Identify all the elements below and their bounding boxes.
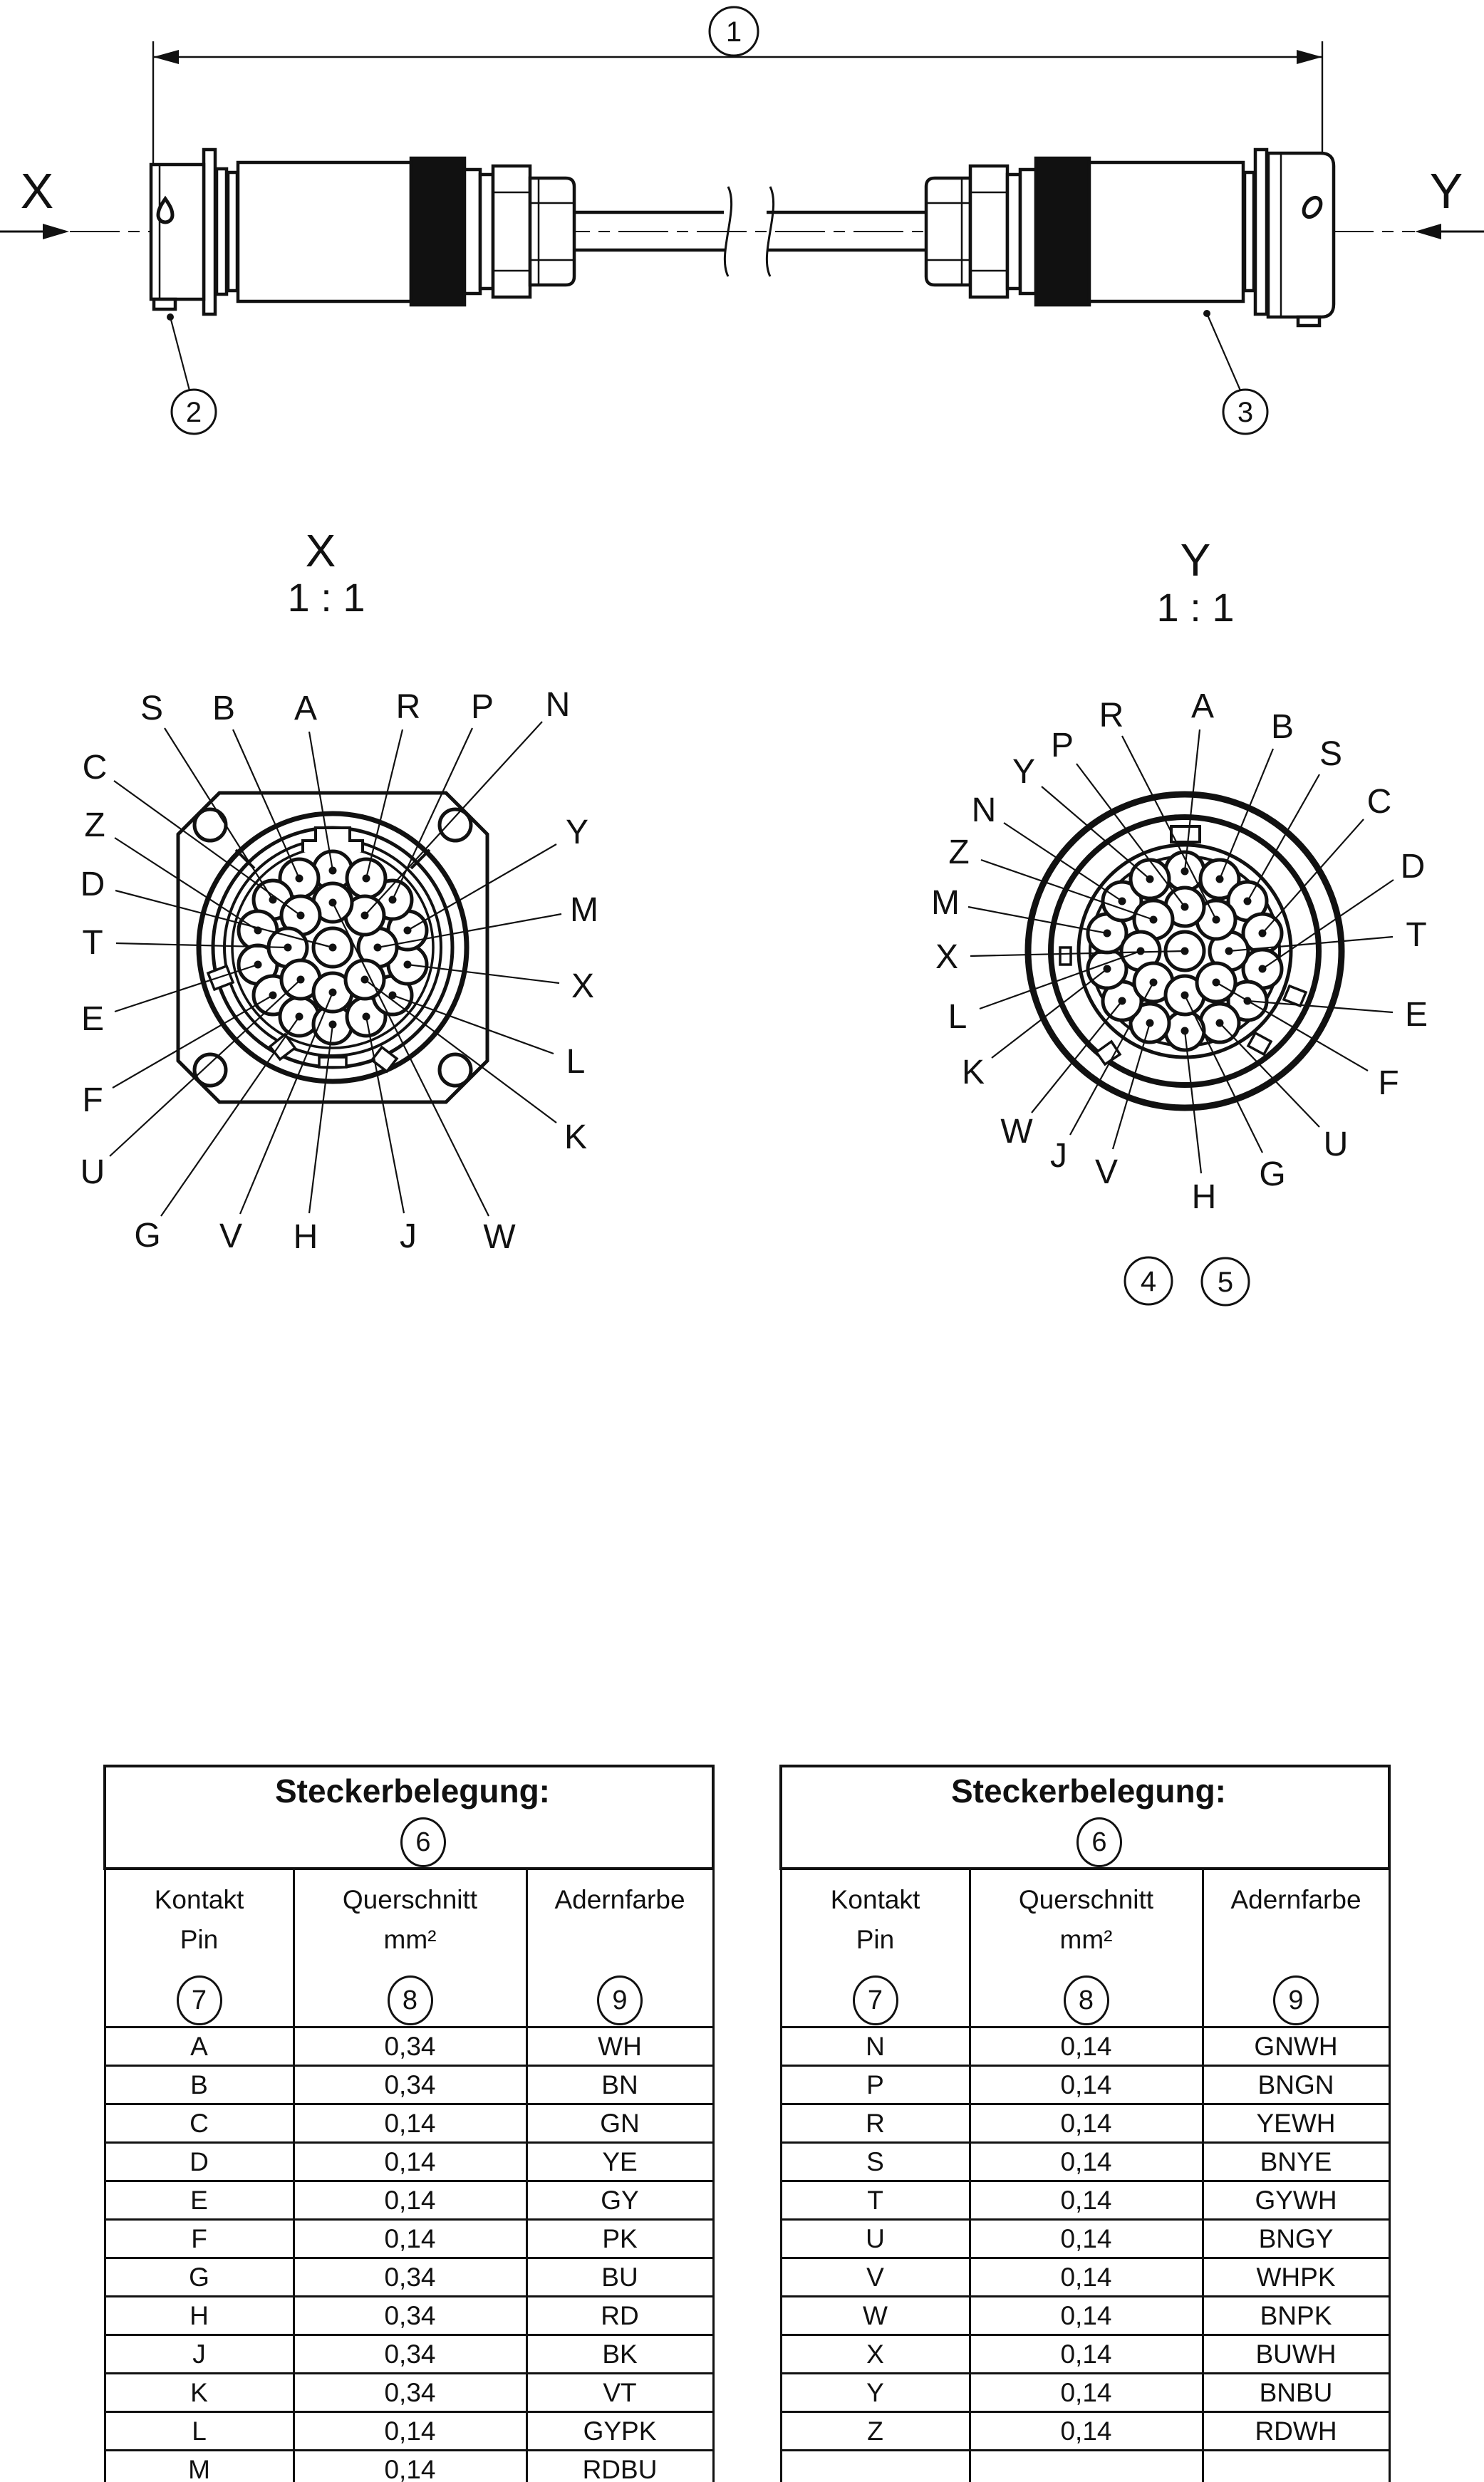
table-row: [781, 2027, 1389, 2066]
svg-text:K: K: [961, 1054, 985, 1091]
table-cell: [1203, 2451, 1389, 2482]
dim-arrow-right: [1297, 50, 1322, 64]
svg-text:W: W: [1000, 1113, 1033, 1151]
table-cell: L: [105, 2412, 294, 2451]
table-cell: BUWH: [1203, 2335, 1389, 2374]
direction-label-y: Y: [1429, 163, 1463, 219]
table-cell: 0,14: [970, 2335, 1203, 2374]
svg-text:F: F: [82, 1081, 103, 1119]
svg-text:X: X: [935, 938, 959, 976]
callout-8: 8: [388, 1975, 433, 2025]
svg-text:A: A: [294, 690, 318, 727]
table-title: Steckerbelegung:: [951, 1772, 1226, 1809]
table-title-row: [781, 1766, 1389, 1869]
table-row: [105, 2143, 713, 2181]
table-cell: 0,14: [294, 2104, 526, 2143]
table-cell: RDWH: [1203, 2412, 1389, 2451]
callout-7: 7: [177, 1975, 222, 2025]
svg-text:F: F: [1378, 1064, 1399, 1102]
table-cell: 0,34: [294, 2297, 526, 2335]
table-cell: 0,14: [294, 2451, 526, 2482]
svg-text:Y: Y: [565, 814, 589, 851]
table-cell: BNGN: [1203, 2066, 1389, 2104]
svg-text:D: D: [80, 866, 105, 903]
table-cell: R: [781, 2104, 970, 2143]
column-header-adernfarbe: Adernfarbe 9: [1203, 1869, 1389, 2027]
pin-table-y: [779, 1765, 1391, 2482]
table-cell: 0,34: [294, 2374, 526, 2412]
table-cell: G: [105, 2258, 294, 2297]
dim-arrow-left: [153, 50, 179, 64]
table-row: [105, 2374, 713, 2412]
pin-table-x: [103, 1765, 715, 2482]
column-header-querschnitt: Querschnitt mm² 8: [970, 1869, 1203, 2027]
svg-text:Z: Z: [948, 834, 970, 871]
table-cell: B: [105, 2066, 294, 2104]
view-x-scale: 1 : 1: [287, 575, 365, 620]
table-row: [105, 2258, 713, 2297]
column-header-adernfarbe: Adernfarbe 9: [526, 1869, 713, 2027]
table-row: [781, 2104, 1389, 2143]
svg-text:P: P: [470, 688, 494, 726]
table-cell: GY: [526, 2181, 713, 2220]
table-row: [105, 2066, 713, 2104]
table-cell: U: [781, 2220, 970, 2258]
table-row: [105, 2451, 713, 2482]
svg-text:1: 1: [725, 16, 742, 48]
svg-text:V: V: [1094, 1153, 1119, 1191]
svg-text:2: 2: [185, 397, 202, 428]
table-row: [781, 2066, 1389, 2104]
table-cell: BNYE: [1203, 2143, 1389, 2181]
svg-text:J: J: [400, 1217, 417, 1255]
table-cell: A: [105, 2027, 294, 2066]
callout-9: 9: [597, 1975, 643, 2025]
table-row: [781, 2335, 1389, 2374]
table-cell: Z: [781, 2412, 970, 2451]
table-cell: 0,14: [970, 2258, 1203, 2297]
svg-text:Y: Y: [1012, 753, 1036, 791]
callout-6: 6: [400, 1817, 446, 1867]
callout-8: 8: [1064, 1975, 1109, 2025]
svg-text:Z: Z: [84, 806, 105, 844]
direction-arrow-x: [43, 224, 69, 239]
svg-text:E: E: [1404, 996, 1428, 1034]
svg-text:V: V: [219, 1217, 243, 1255]
table-cell: 0,14: [294, 2143, 526, 2181]
table-cell: T: [781, 2181, 970, 2220]
svg-text:P: P: [1050, 727, 1074, 764]
table-cell: 0,34: [294, 2027, 526, 2066]
table-row: [781, 2451, 1389, 2482]
table-cell: [781, 2451, 970, 2482]
svg-text:C: C: [1366, 783, 1392, 821]
table-cell: 0,14: [970, 2412, 1203, 2451]
dimension-group: [153, 41, 1322, 177]
table-row: [105, 2181, 713, 2220]
table-row: [105, 2104, 713, 2143]
view-x-title: X: [305, 525, 336, 576]
svg-text:B: B: [1270, 708, 1294, 746]
table-cell: Y: [781, 2374, 970, 2412]
view-y-title: Y: [1180, 534, 1211, 586]
svg-text:3: 3: [1237, 397, 1254, 428]
table-cell: 0,14: [970, 2104, 1203, 2143]
view-y-scale: 1 : 1: [1156, 585, 1235, 630]
table-cell: 0,14: [970, 2181, 1203, 2220]
table-title-row: [105, 1766, 713, 1869]
svg-text:E: E: [81, 1000, 105, 1038]
table-cell: F: [105, 2220, 294, 2258]
connector-x-side-view: [151, 150, 574, 314]
callout-5: [1202, 1258, 1249, 1305]
svg-text:R: R: [1099, 697, 1124, 734]
table-cell: GN: [526, 2104, 713, 2143]
table-cell: 0,34: [294, 2066, 526, 2104]
table-cell: BU: [526, 2258, 713, 2297]
table-cell: BNPK: [1203, 2297, 1389, 2335]
table-row: [105, 2220, 713, 2258]
table-cell: 0,14: [970, 2374, 1203, 2412]
svg-text:H: H: [1191, 1178, 1217, 1216]
svg-text:R: R: [395, 688, 421, 726]
callout-6: 6: [1076, 1817, 1122, 1867]
table-cell: WHPK: [1203, 2258, 1389, 2297]
table-cell: 0,34: [294, 2335, 526, 2374]
table-header-row: [105, 1869, 713, 2027]
svg-text:W: W: [483, 1218, 516, 1256]
svg-text:M: M: [931, 884, 960, 922]
table-cell: D: [105, 2143, 294, 2181]
svg-text:U: U: [80, 1153, 105, 1191]
table-cell: RD: [526, 2297, 713, 2335]
table-cell: 0,14: [970, 2297, 1203, 2335]
table-cell: H: [105, 2297, 294, 2335]
svg-text:U: U: [1323, 1126, 1349, 1163]
table-cell: 0,14: [294, 2181, 526, 2220]
table-cell: VT: [526, 2374, 713, 2412]
table-cell: 0,14: [294, 2220, 526, 2258]
table-cell: J: [105, 2335, 294, 2374]
table-cell: N: [781, 2027, 970, 2066]
callout-3: [1203, 310, 1267, 434]
table-row: [781, 2374, 1389, 2412]
table-cell: W: [781, 2297, 970, 2335]
table-row: [781, 2220, 1389, 2258]
table-cell: BN: [526, 2066, 713, 2104]
callout-1: [710, 7, 758, 56]
table-cell: P: [781, 2066, 970, 2104]
table-cell: X: [781, 2335, 970, 2374]
table-cell: YE: [526, 2143, 713, 2181]
svg-text:T: T: [82, 924, 103, 962]
table-cell: PK: [526, 2220, 713, 2258]
svg-text:M: M: [570, 891, 598, 929]
table-cell: YEWH: [1203, 2104, 1389, 2143]
table-cell: GNWH: [1203, 2027, 1389, 2066]
svg-text:N: N: [545, 686, 571, 724]
table-cell: [970, 2451, 1203, 2482]
table-cell: K: [105, 2374, 294, 2412]
table-row: [105, 2335, 713, 2374]
connector-y-side-view: [926, 150, 1334, 326]
direction-arrow-y: [1415, 224, 1441, 239]
svg-text:X: X: [571, 967, 595, 1005]
table-cell: 0,34: [294, 2258, 526, 2297]
svg-text:T: T: [1406, 916, 1427, 954]
table-row: [781, 2181, 1389, 2220]
table-cell: V: [781, 2258, 970, 2297]
svg-text:J: J: [1050, 1137, 1067, 1175]
table-row: [781, 2297, 1389, 2335]
svg-text:A: A: [1190, 687, 1215, 725]
column-header-kontakt-pin: Kontakt Pin 7: [105, 1869, 294, 2027]
table-cell: GYWH: [1203, 2181, 1389, 2220]
table-cell: GYPK: [526, 2412, 713, 2451]
table-cell: S: [781, 2143, 970, 2181]
table-cell: 0,14: [970, 2027, 1203, 2066]
table-row: [781, 2412, 1389, 2451]
table-cell: C: [105, 2104, 294, 2143]
table-cell: M: [105, 2451, 294, 2482]
direction-label-x: X: [20, 163, 54, 219]
table-row: [781, 2143, 1389, 2181]
callout-2: [167, 313, 216, 434]
svg-text:S: S: [1319, 735, 1343, 773]
svg-text:N: N: [971, 791, 997, 829]
table-cell: 0,14: [970, 2143, 1203, 2181]
svg-text:G: G: [1259, 1156, 1286, 1193]
table-cell: E: [105, 2181, 294, 2220]
table-row: [105, 2027, 713, 2066]
svg-text:D: D: [1400, 848, 1426, 886]
table-cell: RDBU: [526, 2451, 713, 2482]
break-mark: [767, 187, 773, 276]
table-cell: 0,14: [294, 2412, 526, 2451]
svg-text:S: S: [140, 690, 164, 727]
table-row: [105, 2297, 713, 2335]
svg-text:G: G: [134, 1217, 161, 1255]
table-cell: 0,14: [970, 2220, 1203, 2258]
table-row: [105, 2412, 713, 2451]
column-header-querschnitt: Querschnitt mm² 8: [294, 1869, 526, 2027]
table-cell: BNGY: [1203, 2220, 1389, 2258]
column-header-kontakt-pin: Kontakt Pin 7: [781, 1869, 970, 2027]
svg-text:5: 5: [1217, 1267, 1234, 1298]
callout-9: 9: [1273, 1975, 1319, 2025]
table-cell: BK: [526, 2335, 713, 2374]
table-cell: BNBU: [1203, 2374, 1389, 2412]
svg-text:H: H: [293, 1218, 318, 1256]
svg-text:L: L: [948, 998, 967, 1036]
table-row: [781, 2258, 1389, 2297]
table-cell: WH: [526, 2027, 713, 2066]
callout-4: [1125, 1257, 1172, 1304]
svg-text:C: C: [82, 749, 108, 786]
table-title: Steckerbelegung:: [275, 1772, 550, 1809]
table-header-row: [781, 1869, 1389, 2027]
callout-7: 7: [853, 1975, 898, 2025]
svg-text:4: 4: [1140, 1266, 1157, 1297]
svg-text:L: L: [566, 1043, 586, 1081]
svg-text:B: B: [212, 690, 236, 727]
svg-text:K: K: [564, 1118, 588, 1156]
table-cell: 0,14: [970, 2066, 1203, 2104]
